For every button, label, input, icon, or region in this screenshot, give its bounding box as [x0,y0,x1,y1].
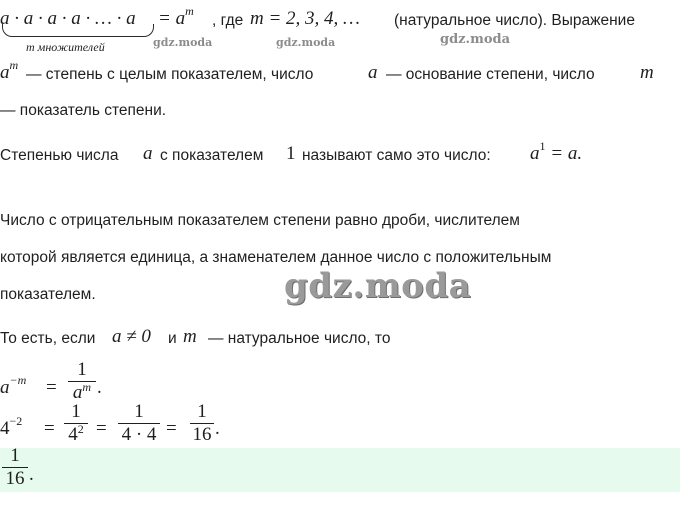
formula2-fraction-3: 1 16 [190,402,214,445]
para4-var-m: m [183,326,197,347]
para2-var-a: a [143,143,153,164]
para3-line-3: показателем. [0,286,96,303]
watermark-large: gdz.moda [284,266,472,306]
power-am: $a^m$ [0,58,19,83]
highlight-strip [0,448,680,492]
para2-text-1: Степенью числа [0,147,119,164]
product-expression: a · a · a · a · … · a [0,8,136,29]
line2-text-2: — основание степени, число [386,66,595,83]
para2-one: 1 [286,143,296,164]
para4-text-1: То есть, если [0,330,96,347]
watermark-small-3: gdz.moda [440,32,511,47]
para2-text-3: называют само это число: [302,147,491,164]
where-text: , где [212,12,244,29]
formula1-fraction: 1 $a^m$ [68,360,96,404]
para3-line-1: Число с отрицательным показателем степени равно дроби, числителем [0,212,520,229]
para3-line-2: которой является единица, а знаменателем данное число с положительным [0,249,552,266]
m-values: m = 2, 3, 4, … [250,8,360,29]
formula2-fraction-2: 1 4 · 4 [118,402,160,445]
natural-number-text: (натуральное число). Выражение [394,12,635,29]
formula2-equals-1: = [44,418,55,439]
watermark-small-2: gdz.moda [276,36,336,49]
formula1-equals: = [46,377,57,398]
formula2-fraction-1: 1 $4^2$ [64,402,88,446]
condition-a-not-zero: a ≠ 0 [112,326,151,347]
underbrace [2,24,154,37]
formula2-equals-2: = [96,418,107,439]
line3-text: — показатель степени. [0,102,167,119]
result-fraction: 1 16 [2,446,28,489]
var-m: m [640,62,654,83]
formula2-equals-3: = [166,418,177,439]
underbrace-label: m множителей [26,40,105,54]
para2-formula: $a^1 = a$. [530,139,583,164]
formula1-period: . [97,377,102,398]
watermark-small-1: gdz.moda [153,36,213,49]
para2-text-2: с показателем [160,147,264,164]
formula2-power: $4^{-2}$ [0,414,23,439]
para4-text-2: и [168,330,177,347]
formula2-period: . [215,418,220,439]
line2-text-1: — степень с целым показателем, число [26,66,314,83]
result-period: . [29,464,34,485]
formula1-power: $a^{-m}$ [0,373,27,398]
para4-text-3: — натуральное число, то [208,330,391,347]
var-a: a [368,62,378,83]
power-equals: = $a^m$ [158,4,194,29]
